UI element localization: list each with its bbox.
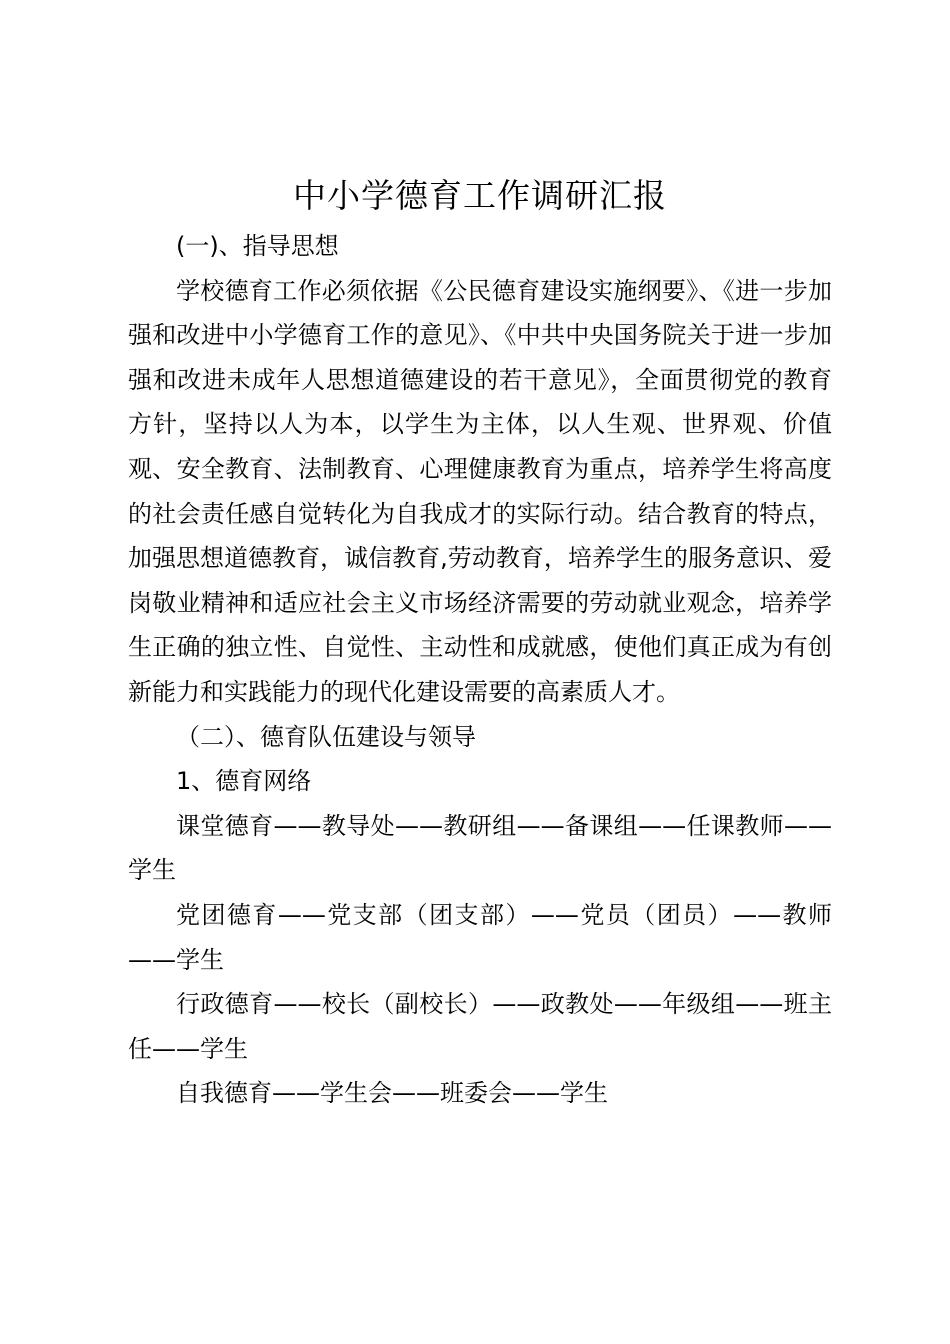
network-line-administrative: 行政德育——校长（副校长）——政教处——年级组——班主任——学生: [128, 990, 832, 1063]
document-title: 中小学德育工作调研汇报: [293, 176, 667, 215]
network-line-self-education: 自我德育——学生会——班委会——学生: [176, 1079, 608, 1108]
network-line-classroom: 课堂德育——教导处——教研组——备课组——任课教师——学生: [128, 811, 832, 885]
guiding-ideology-paragraph: 学校德育工作必须依据《公民德育建设实施纲要》、《进一步加强和改进中小学德育工作的意见》、《中共中央国务院关于进一步加强和改进未成年人思想道德建设的若干意见》，全面贯彻党的教育方针，坚持以人为本，以学生为主体，以人生观、世界观、价值观、安全教育、法制教育、心理健康教育为重点，培养学生将高度的社会责任感自觉转化为自我成才的实际行动。结合教育的特点，加强思想道德教育，诚信教育,劳动教育，培养学生的服务意识、爱岗敬业精神和适应社会主义市场经济需要的劳动就业观念，培养学生正确的独立性、自觉性、主动性和成就感，使他们真正成为有创新能力和实践能力的现代化建设需要的高素质人才。: [128, 276, 832, 706]
document-body: [128, 224, 832, 1116]
section-heading-guiding-ideology: (一)、指导思想: [176, 232, 339, 260]
section-heading-team-building: （二）、德育队伍建设与领导: [176, 722, 476, 751]
subheading-moral-network: 1、德育网络: [176, 767, 312, 796]
network-line-party-league: 党团德育——党支部（团支部）——党员（团员）——教师——学生: [128, 900, 832, 974]
